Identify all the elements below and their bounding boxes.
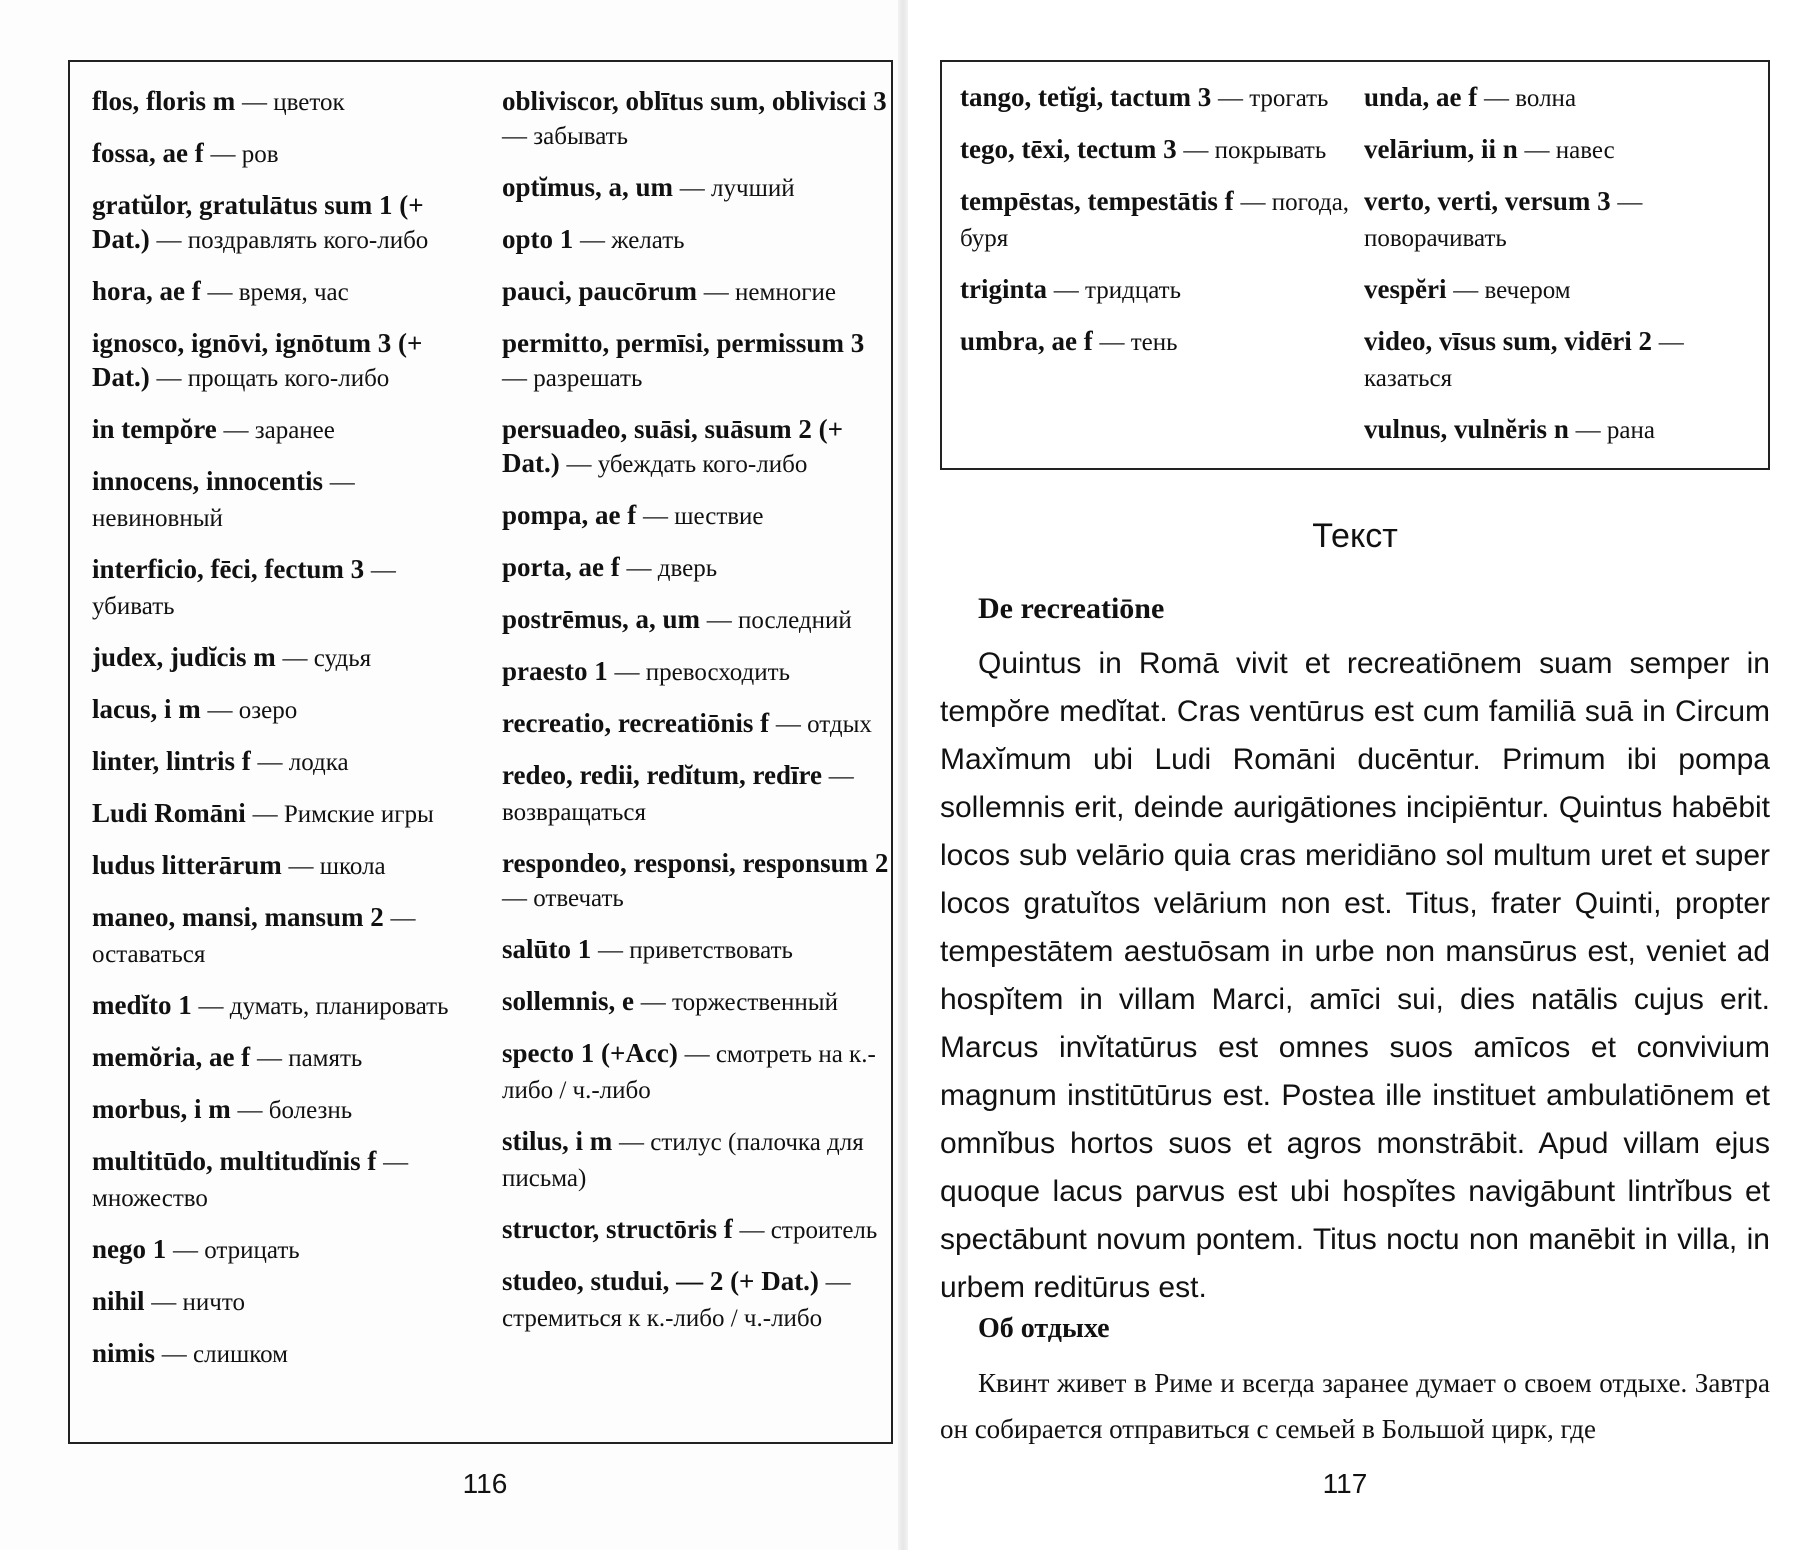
vocab-entry — [502, 846, 892, 916]
vocab-lemma: linter, lintris f — [92, 746, 251, 776]
vocab-lemma: vulnus, vulnĕris n — [1364, 414, 1569, 444]
vocab-lemma: morbus, i m — [92, 1094, 231, 1124]
vocab-entry — [92, 412, 472, 448]
vocab-column-a — [960, 80, 1350, 376]
vocab-gloss: — прощать кого-либо — [156, 365, 390, 392]
vocab-entry — [92, 1092, 472, 1128]
vocab-entry — [960, 184, 1350, 256]
vocab-entry — [502, 1212, 892, 1248]
section-heading: Текст — [1312, 517, 1398, 555]
vocab-entry — [502, 1264, 892, 1336]
vocab-lemma: nihil — [92, 1286, 145, 1316]
vocab-entry — [92, 900, 472, 972]
vocab-gloss: — школа — [288, 853, 386, 880]
vocab-gloss: — волна — [1484, 85, 1577, 112]
vocab-entry — [1364, 412, 1754, 448]
vocab-gloss: — смотреть на к.-либо / ч.-либо — [502, 1041, 876, 1104]
vocab-gloss: — озеро — [207, 697, 298, 724]
vocab-lemma: studeo, studui, — 2 (+ Dat.) — [502, 1266, 819, 1296]
vocab-entry — [92, 84, 472, 120]
vocab-lemma: tango, tetĭgi, tactum 3 — [960, 82, 1212, 112]
vocab-lemma: interficio, fēci, fectum 3 — [92, 554, 365, 584]
vocab-entry — [92, 692, 472, 728]
vocab-entry — [502, 1124, 892, 1196]
vocab-entry — [92, 1336, 472, 1372]
vocab-lemma: lacus, i m — [92, 694, 201, 724]
vocab-entry — [92, 274, 472, 310]
vocab-gloss: — Римские игры — [252, 801, 434, 828]
vocab-lemma: video, vīsus sum, vidēri 2 — [1364, 326, 1653, 356]
vocab-gloss: — навес — [1524, 137, 1615, 164]
vocab-lemma: ignosco, ignōvi, ignōtum 3 (+ Dat.) — [92, 328, 423, 392]
vocab-column-a — [92, 84, 472, 1388]
vocab-lemma: memŏria, ae f — [92, 1042, 251, 1072]
vocab-entry — [92, 1144, 472, 1216]
vocab-lemma: flos, floris m — [92, 86, 236, 116]
page-number-left: 116 — [462, 1468, 508, 1499]
vocab-entry — [92, 988, 472, 1024]
vocab-entry — [502, 550, 892, 586]
vocab-column-b — [1364, 80, 1754, 464]
vocab-entry — [92, 188, 472, 258]
vocab-entry — [502, 498, 892, 534]
vocab-column-b — [502, 84, 892, 1352]
vocab-entry — [92, 464, 472, 536]
vocab-entry — [1364, 324, 1754, 396]
vocab-lemma: maneo, mansi, mansum 2 — [92, 902, 384, 932]
vocab-lemma: ludus litterārum — [92, 850, 282, 880]
vocab-entry — [502, 326, 892, 396]
vocab-gloss: — время, час — [207, 279, 349, 306]
vocab-gloss: — покрывать — [1183, 137, 1327, 164]
page-number-right: 117 — [1322, 1468, 1368, 1499]
vocab-entry — [502, 274, 892, 310]
vocab-gloss: — ничто — [151, 1289, 245, 1316]
vocab-lemma: persuadeo, suāsi, suāsum 2 (+ Dat.) — [502, 414, 843, 478]
vocab-gloss: — память — [256, 1045, 363, 1072]
vocab-entry — [92, 1232, 472, 1268]
vocab-lemma: permitto, permīsi, permissum 3 — [502, 328, 865, 358]
vocab-lemma: tempēstas, tempestātis f — [960, 186, 1234, 216]
left-page — [0, 0, 903, 1550]
vocab-gloss: — строитель — [739, 1217, 878, 1244]
vocab-entry — [502, 932, 892, 968]
vocab-gloss: — думать, планировать — [198, 993, 449, 1020]
vocab-lemma: praesto 1 — [502, 656, 608, 686]
vocab-lemma: fossa, ae f — [92, 138, 204, 168]
vocab-lemma: Ludi Romāni — [92, 798, 246, 828]
vocab-gloss: — дверь — [626, 555, 718, 582]
vocab-gloss: — слишком — [161, 1341, 288, 1368]
vocab-lemma: porta, ae f — [502, 552, 620, 582]
vocab-lemma: velārium, ii n — [1364, 134, 1518, 164]
vocab-entry — [1364, 132, 1754, 168]
vocab-gloss: — казаться — [1364, 329, 1684, 392]
vocab-entry — [502, 706, 892, 742]
vocab-lemma: pompa, ae f — [502, 500, 637, 530]
vocab-lemma: postrēmus, a, um — [502, 604, 701, 634]
vocab-entry — [92, 552, 472, 624]
vocab-gloss: — лодка — [257, 749, 349, 776]
vocab-entry — [92, 744, 472, 780]
vocabulary-box-right — [940, 60, 1770, 470]
vocab-gloss: — невиновный — [92, 469, 355, 532]
vocab-gloss: — отдых — [775, 711, 872, 738]
vocab-lemma: multitūdo, multitudĭnis f — [92, 1146, 377, 1176]
vocab-gloss: — поворачивать — [1364, 189, 1643, 252]
vocab-gloss: — разрешать — [502, 365, 643, 392]
vocab-lemma: in tempŏre — [92, 414, 217, 444]
vocab-entry — [502, 222, 892, 258]
vocab-gloss: — тень — [1099, 329, 1178, 356]
vocab-gloss: — убивать — [92, 557, 396, 620]
translation-paragraph: Квинт живет в Риме и всегда заранее думает о своем отдыхе. Завтра он собирается отправиться с семьей в Большой цирк, где — [940, 1368, 1770, 1444]
vocab-gloss: — болезнь — [237, 1097, 353, 1124]
vocab-gloss: — превосходить — [614, 659, 790, 686]
vocab-entry — [1364, 272, 1754, 308]
vocab-lemma: vespĕri — [1364, 274, 1447, 304]
vocab-gloss: — немногие — [703, 279, 836, 306]
vocab-lemma: specto 1 (+Acc) — [502, 1038, 678, 1068]
vocab-entry — [502, 758, 892, 830]
vocab-entry — [960, 272, 1350, 308]
book-gutter — [898, 0, 908, 1550]
vocab-lemma: sollemnis, e — [502, 986, 634, 1016]
vocab-entry — [502, 984, 892, 1020]
vocab-entry — [502, 84, 892, 154]
vocab-lemma: verto, verti, versum 3 — [1364, 186, 1611, 216]
vocab-lemma: hora, ae f — [92, 276, 201, 306]
vocab-entry — [1364, 80, 1754, 116]
vocab-gloss: — последний — [706, 607, 852, 634]
vocab-lemma: redeo, redii, redĭtum, redīre — [502, 760, 822, 790]
vocab-entry — [92, 326, 472, 396]
vocab-lemma: tego, tēxi, tectum 3 — [960, 134, 1177, 164]
vocab-gloss: — отрицать — [173, 1237, 300, 1264]
vocab-entry — [92, 796, 472, 832]
vocab-lemma: opto 1 — [502, 224, 574, 254]
vocab-lemma: pauci, paucōrum — [502, 276, 698, 306]
vocab-entry — [92, 848, 472, 884]
vocab-entry — [1364, 184, 1754, 256]
vocab-lemma: medĭto 1 — [92, 990, 192, 1020]
vocab-entry — [92, 640, 472, 676]
vocab-lemma: obliviscor, oblītus sum, oblivisci 3 — [502, 86, 887, 116]
vocab-entry — [92, 1284, 472, 1320]
vocab-entry — [960, 80, 1350, 116]
vocab-lemma: respondeo, responsi, responsum 2 — [502, 848, 889, 878]
vocab-gloss: — поздравлять кого-либо — [156, 227, 429, 254]
vocab-gloss: — забывать — [502, 123, 628, 150]
vocab-gloss: — желать — [580, 227, 685, 254]
vocab-gloss: — торжественный — [640, 989, 838, 1016]
vocab-entry — [502, 1036, 892, 1108]
vocab-gloss: — погода, буря — [960, 189, 1350, 252]
vocab-gloss: — шествие — [643, 503, 764, 530]
vocab-lemma: unda, ae f — [1364, 82, 1478, 112]
vocabulary-box-left — [68, 60, 893, 1444]
vocab-gloss: — стилус (палочка для письма) — [502, 1129, 864, 1192]
vocab-entry — [92, 1040, 472, 1076]
vocab-lemma: optĭmus, a, um — [502, 172, 674, 202]
vocab-gloss: — отвечать — [502, 885, 624, 912]
vocab-entry — [960, 324, 1350, 360]
vocab-gloss: — заранее — [223, 417, 335, 444]
vocab-gloss: — тридцать — [1053, 277, 1181, 304]
text-title: De recreatiōne — [978, 592, 1165, 625]
vocab-entry — [92, 136, 472, 172]
vocab-gloss: — рана — [1575, 417, 1655, 444]
vocab-gloss: — судья — [282, 645, 372, 672]
vocab-entry — [502, 654, 892, 690]
vocab-gloss: — приветствовать — [598, 937, 793, 964]
vocab-gloss: — цветок — [241, 89, 345, 116]
vocab-lemma: innocens, innocentis — [92, 466, 324, 496]
vocab-gloss: — трогать — [1217, 85, 1329, 112]
vocab-gloss: — возвращаться — [502, 763, 854, 826]
vocab-gloss: — стремиться к к.-либо / ч.-либо — [502, 1269, 851, 1332]
vocab-entry — [960, 132, 1350, 168]
vocab-gloss: — ров — [210, 141, 279, 168]
vocab-lemma: nimis — [92, 1338, 156, 1368]
vocab-lemma: stilus, i m — [502, 1126, 613, 1156]
vocab-lemma: nego 1 — [92, 1234, 167, 1264]
vocab-lemma: salūto 1 — [502, 934, 592, 964]
vocab-gloss: — оставаться — [92, 905, 416, 968]
vocab-lemma: triginta — [960, 274, 1047, 304]
vocab-lemma: structor, structōris f — [502, 1214, 733, 1244]
vocab-lemma: judex, judĭcis m — [92, 642, 276, 672]
vocab-gloss: — множество — [92, 1149, 409, 1212]
vocab-entry — [502, 412, 892, 482]
vocab-gloss: — лучший — [679, 175, 795, 202]
vocab-entry — [502, 170, 892, 206]
latin-paragraph: Quintus in Romā vivit et recreatiōnem suam semper in tempŏre medĭtat. Cras ventūrus est cum familiā suā in Circum Maxĭmum ubi Ludi Romāni ducēntur. Primum ibi pompa sollemnis erit, deinde aurigātiones incipiēntur. Quintus habēbit locos sub velārio quia cras meridiāno sol multum uret et super locos gratuĭtos velārium non est. Titus, frater Quinti, propter tempestātem aestuōsam in urbe non mansūrus est, veniet ad hospĭtem in villam Marci, amīci sui, dies natālis cujus erit. Marcus invĭtatūrus est omnes suos amīcos et convivium magnum institūtūrus est. Postea ille instituet ambulatiōnem et omnĭbus hortos suos et agros monstrābit. Apud villam ejus quoque lacus parvus est ubi hospĭtes navigābunt lintrĭbus et spectābunt novum pontem. Titus noctu non manēbit in villa, in urbem reditūrus est. — [940, 647, 1770, 1304]
vocab-gloss: — убеждать кого-либо — [566, 451, 808, 478]
vocab-lemma: umbra, ae f — [960, 326, 1093, 356]
vocab-lemma: recreatio, recreatiōnis f — [502, 708, 770, 738]
vocab-lemma: gratŭlor, gratulātus sum 1 (+ Dat.) — [92, 190, 424, 254]
vocab-entry — [502, 602, 892, 638]
vocab-gloss: — вечером — [1453, 277, 1571, 304]
translation-title: Об отдыхе — [978, 1313, 1110, 1344]
